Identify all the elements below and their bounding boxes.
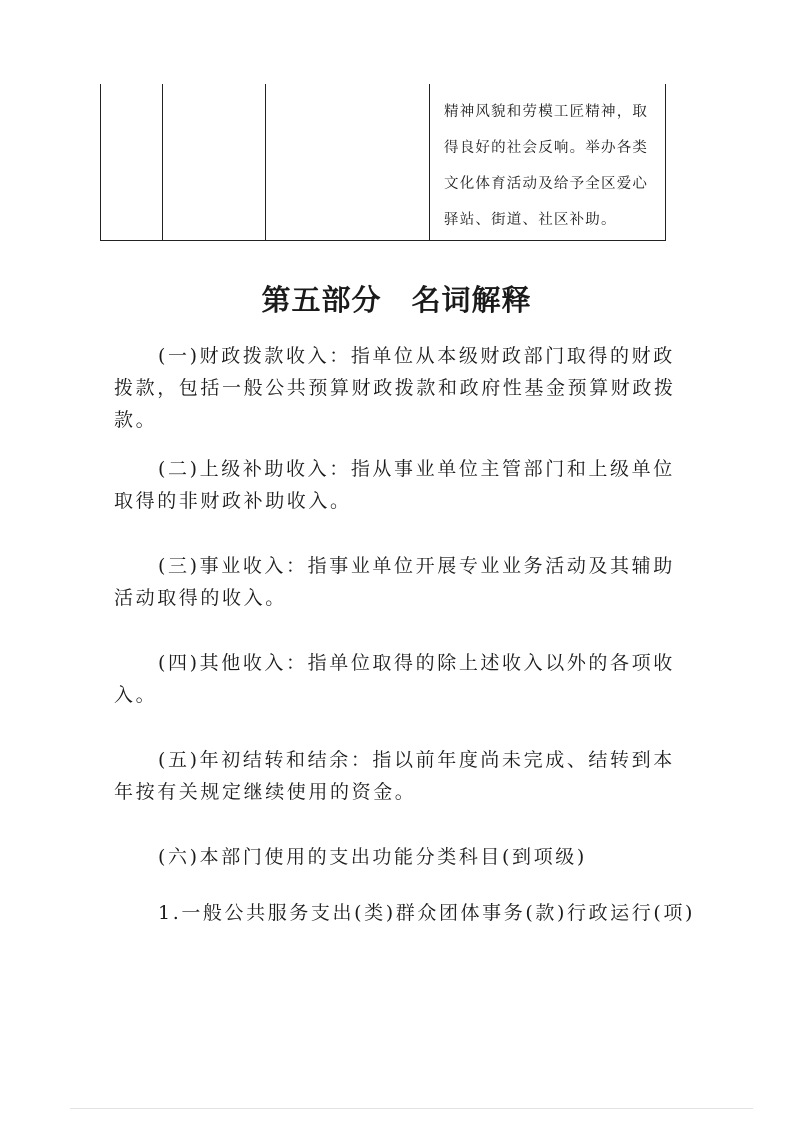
paragraph-business-income	[114, 550, 674, 614]
section-title: 第五部分 名词解释	[261, 283, 532, 317]
paragraph-line: (六)本部门使用的支出功能分类科目(到项级)	[158, 846, 587, 868]
cell-line: 得良好的社会反响。举办各类	[444, 140, 649, 156]
paragraph-line: (一)财政拨款收入：指单位从本级财政部门取得的财政	[158, 345, 675, 367]
cell-line: 精神风貌和劳模工匠精神，取	[444, 104, 649, 120]
table-column-divider	[162, 84, 163, 240]
paragraph-line: 入。	[114, 684, 158, 706]
paragraph-line: (三)事业收入：指事业单位开展专业业务活动及其辅助	[158, 555, 675, 577]
paragraph-line: (五)年初结转和结余：指以前年度尚未完成、结转到本	[158, 749, 675, 771]
paragraph-line: 取得的非财政补助收入。	[114, 490, 352, 512]
table-column-divider	[265, 84, 266, 240]
paragraph-other-income	[114, 647, 674, 711]
paragraph-line: (四)其他收入：指单位取得的除上述收入以外的各项收	[158, 652, 675, 674]
cell-line: 驿站、街道、社区补助。	[444, 212, 617, 228]
paragraph-fiscal-appropriation	[114, 340, 674, 436]
paragraph-superior-subsidy	[114, 453, 674, 517]
cell-line: 文化体育活动及给予全区爱心	[444, 176, 649, 192]
paragraph-line: 1.一般公共服务支出(类)群众团体事务(款)行政运行(项)	[158, 902, 696, 924]
table-cell-description	[444, 94, 656, 238]
paragraph-line: 拨款，包括一般公共预算财政拨款和政府性基金预算财政拨	[114, 377, 676, 399]
table-fragment	[100, 84, 666, 241]
page-bottom-rule	[70, 1108, 753, 1109]
paragraph-carryover	[114, 744, 674, 808]
paragraph-line: 款。	[114, 409, 158, 431]
paragraph-line: 活动取得的收入。	[114, 587, 287, 609]
paragraph-line: (二)上级补助收入：指从事业单位主管部门和上级单位	[158, 458, 675, 480]
paragraph-expenditure-item-1	[114, 897, 696, 929]
paragraph-line: 年按有关规定继续使用的资金。	[114, 781, 417, 803]
table-column-divider	[429, 84, 430, 240]
paragraph-expenditure-heading	[114, 841, 674, 873]
